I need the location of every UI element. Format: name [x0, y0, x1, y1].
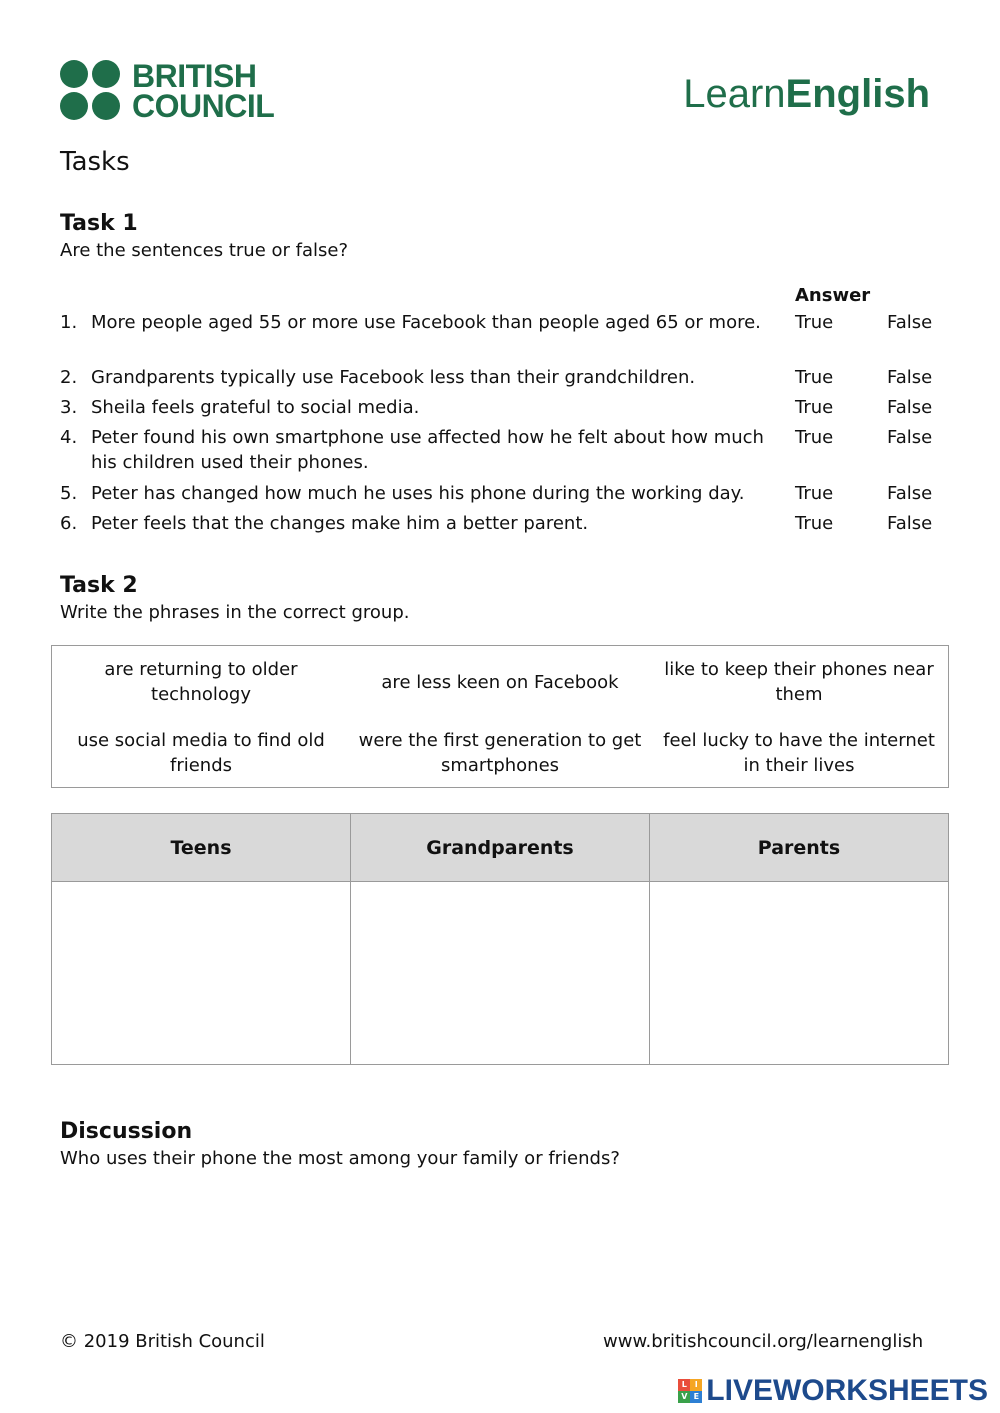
question-number: 2. [60, 367, 78, 388]
group-header-grandparents: Grandparents [351, 814, 650, 882]
true-option[interactable]: True [795, 513, 834, 534]
question-text: Peter has changed how much he uses his phone during the working day. [91, 483, 745, 504]
liveworksheets-watermark [678, 1374, 988, 1408]
phrase-item[interactable]: use social media to find old friends [77, 730, 325, 776]
answer-header: Answer [795, 285, 871, 306]
phrase-item[interactable]: are less keen on Facebook [381, 672, 619, 693]
footer-url[interactable]: www.britishcouncil.org/learnenglish [603, 1331, 924, 1352]
group-header-parents: Parents [650, 814, 949, 882]
british-council-dots-icon [60, 60, 122, 122]
le-logo-light: Learn [683, 72, 786, 116]
discussion-title: Discussion [60, 1119, 193, 1144]
question-text: Grandparents typically use Facebook less than their grandchildren. [91, 367, 696, 388]
task2-title: Task 2 [60, 573, 138, 598]
true-option[interactable]: True [795, 397, 834, 418]
false-option[interactable]: False [887, 367, 933, 388]
true-option[interactable]: True [795, 367, 834, 388]
false-option[interactable]: False [887, 397, 933, 418]
group-header-teens: Teens [52, 814, 351, 882]
task1-title: Task 1 [60, 211, 138, 236]
false-option[interactable]: False [887, 312, 933, 333]
phrase-item[interactable]: are returning to older technology [104, 659, 298, 705]
liveworksheets-icon [678, 1379, 702, 1403]
true-option[interactable]: True [795, 483, 834, 504]
bc-logo-line1: BRITISH [132, 58, 257, 94]
groups-table [51, 813, 949, 1065]
page-title: Tasks [60, 147, 130, 177]
question-number: 5. [60, 483, 78, 504]
true-option[interactable]: True [795, 427, 834, 448]
group-cell-parents[interactable] [650, 882, 949, 1065]
lw-icon-letter: I [690, 1379, 702, 1391]
group-cell-teens[interactable] [52, 882, 351, 1065]
question-text: Peter feels that the changes make him a better parent. [91, 513, 589, 534]
learnenglish-logo [683, 72, 930, 117]
phrase-bank [51, 645, 949, 788]
le-logo-bold: English [785, 72, 930, 116]
discussion-question: Who uses their phone the most among your family or friends? [60, 1148, 620, 1169]
question-number: 4. [60, 427, 78, 448]
false-option[interactable]: False [887, 427, 933, 448]
british-council-logo [60, 60, 274, 122]
question-number: 3. [60, 397, 78, 418]
question-number: 1. [60, 312, 78, 333]
phrase-item[interactable]: feel lucky to have the internet in their lives [663, 730, 935, 776]
lw-icon-letter: E [690, 1391, 702, 1403]
footer-copyright: © 2019 British Council [60, 1331, 265, 1352]
bc-logo-line2: COUNCIL [132, 88, 275, 124]
question-text: More people aged 55 or more use Facebook than people aged 65 or more. [91, 312, 761, 333]
task2-instruction: Write the phrases in the correct group. [60, 602, 410, 623]
false-option[interactable]: False [887, 513, 933, 534]
phrase-item[interactable]: were the first generation to get smartphones [358, 730, 642, 776]
phrase-item[interactable]: like to keep their phones near them [664, 659, 934, 705]
question-number: 6. [60, 513, 78, 534]
task1-instruction: Are the sentences true or false? [60, 240, 349, 261]
true-option[interactable]: True [795, 312, 834, 333]
false-option[interactable]: False [887, 483, 933, 504]
question-text: Sheila feels grateful to social media. [91, 397, 420, 418]
lw-icon-letter: L [678, 1379, 690, 1391]
lw-icon-letter: V [678, 1391, 690, 1403]
question-text: Peter found his own smartphone use affected how he felt about how much his children used their phones. [91, 427, 764, 473]
group-cell-grandparents[interactable] [351, 882, 650, 1065]
liveworksheets-text: LIVEWORKSHEETS [706, 1374, 988, 1407]
